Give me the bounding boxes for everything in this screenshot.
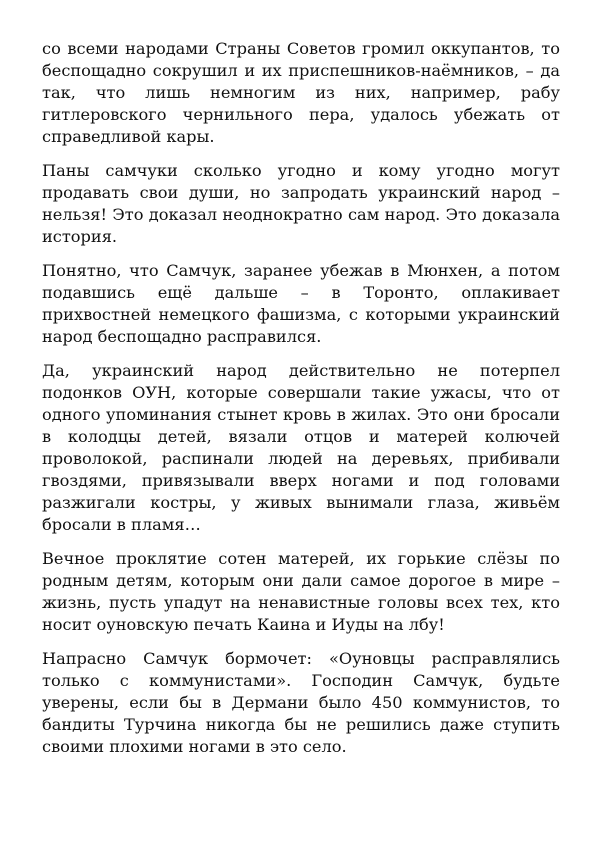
document-body (42, 38, 560, 770)
paragraph-1: со всеми народами Страны Советов громил оккупантов, то беспощадно сокрушил и их приспешников-наёмников, – да так, что лишь немногим из них, например, рабу гитлеровского чернильного пера, удалось убежать от справедливой кары. (42, 39, 560, 146)
paragraph-2: Паны самчуки сколько угодно и кому угодно могут продавать свои души, но запродать украинский народ – нельзя! Это доказал неоднократно сам народ. Это доказала история. (42, 161, 560, 246)
paragraph-4: Да, украинский народ действительно не потерпел подонков ОУН, которые совершали такие ужасы, что от одного упоминания стынет кровь в жилах. Это они бросали в колодцы детей, вязали отцов и матерей колючей проволокой, распинали людей на деревьях, прибивали гвоздями, привязывали вверх ногами и под головами разжигали костры, у живых вынимали глаза, живьём бросали в пламя… (42, 361, 560, 534)
paragraph-5: Вечное проклятие сотен матерей, их горькие слёзы по родным детям, которым они дали самое дорогое в мире – жизнь, пусть упадут на ненавистные головы всех тех, кто носит оуновскую печать Каина и Иуды на лбу! (42, 549, 560, 634)
paragraph-3: Понятно, что Самчук, заранее убежав в Мюнхен, а потом подавшись ещё дальше – в Торонто, оплакивает прихвостней немецкого фашизма, с которыми украинский народ беспощадно расправился. (42, 261, 560, 346)
paragraph-6: Напрасно Самчук бормочет: «Оуновцы расправлялись только с коммунистами». Господин Самчук, будьте уверены, если бы в Дермани было 450 коммунистов, то бандиты Турчина никогда бы не решились даже ступить своими плохими ногами в это село. (42, 649, 560, 756)
